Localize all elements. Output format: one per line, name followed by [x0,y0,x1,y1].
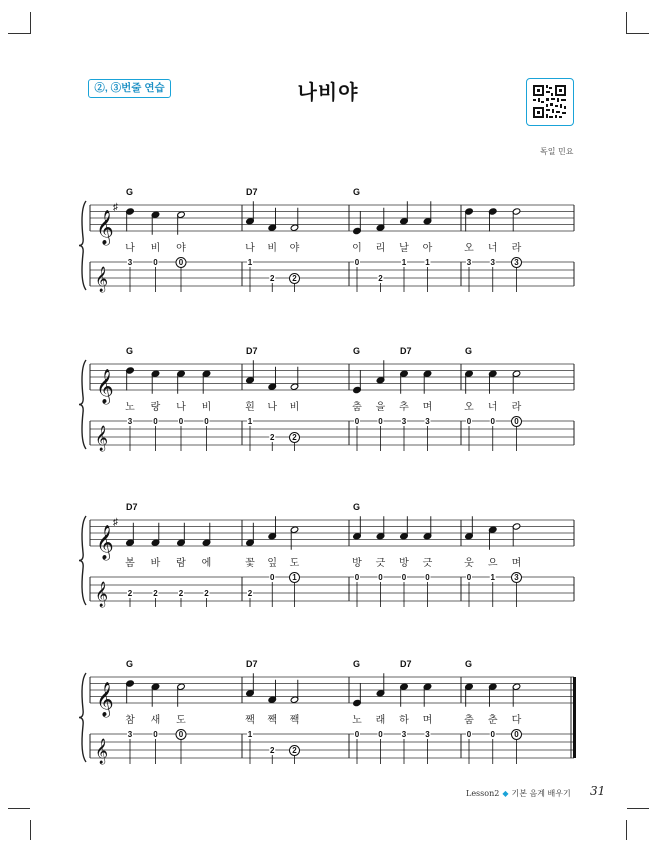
tab-fret-number: 0 [466,730,472,740]
page-number: 31 [590,784,606,798]
tab-fret-number: 0 [466,573,472,583]
tab-fret-number: 2 [378,274,383,284]
system-brace [79,201,86,290]
lyric-syllable: 바 [150,558,161,569]
lyric-syllable: 날 [399,243,409,254]
chord-symbol: D7 [400,659,412,669]
tab-fret-number: 0 [153,730,158,740]
staff-system [79,659,576,764]
tab-fret-number: 0 [354,730,360,740]
final-thick-barline [573,677,576,758]
lyric-syllable: 춤 [352,402,362,413]
lyric-syllable: 나 [125,243,135,254]
lyric-syllable: 을 [375,402,386,413]
tab-fret-number: 3 [401,730,407,740]
tab-fret-number: 3 [466,258,472,268]
lyric-syllable: 흰 [245,402,255,413]
lyric-syllable: 도 [176,715,186,726]
lyric-syllable: 오 [464,402,474,413]
crop-mark [627,808,649,809]
tab-fret-number: 2 [292,746,297,756]
lyric-syllable: 나 [245,243,255,254]
tab-fret-number: 1 [247,730,253,740]
lyric-syllable: 도 [289,558,300,569]
lyric-syllable: 꽃 [245,558,255,569]
tab-fret-number: 0 [378,417,383,427]
treble-clef: 𝄞 [96,370,114,403]
chord-symbol: G [126,187,134,197]
system-brace [79,516,86,605]
staff-system [79,346,574,451]
tab-fret-number: 0 [490,417,495,427]
tab-fret-number: 0 [401,573,407,583]
chord-symbol: D7 [246,346,258,356]
tab-fret-number: 0 [354,417,360,427]
lyric-syllable: 리 [375,243,386,254]
tab-fret-number: 3 [127,730,133,740]
tab-fret-number: 3 [514,258,519,268]
tab-fret-number: 0 [490,730,495,740]
tab-fret-number: 1 [247,258,253,268]
chord-symbol: G [126,346,134,356]
lyric-syllable: 이 [352,243,362,254]
lyric-syllable: 하 [399,715,409,726]
lyric-syllable: 나 [267,402,278,413]
lyric-syllable: 비 [289,402,300,413]
lyric-syllable: 긋 [422,558,433,569]
lyric-syllable: 춘 [487,715,498,726]
tab-treble-clef: 𝄞 [95,266,109,291]
tab-fret-number: 2 [153,589,158,599]
tab-fret-number: 2 [178,589,184,599]
tab-fret-number: 3 [127,417,133,427]
staff-system [79,502,574,607]
tab-treble-clef: 𝄞 [95,738,109,763]
treble-clef: 𝄞 [96,526,114,559]
lyric-syllable: 잎 [267,558,278,569]
tab-fret-number: 3 [490,258,495,268]
crop-mark [626,820,627,840]
tab-fret-number: 0 [153,258,158,268]
lyric-syllable: 추 [399,402,409,413]
tab-fret-number: 0 [178,417,184,427]
tab-fret-number: 2 [270,274,275,284]
tab-fret-number: 2 [204,589,209,599]
lyric-syllable: 야 [289,243,300,254]
chord-symbol: G [353,187,361,197]
tab-fret-number: 0 [466,417,472,427]
lyric-syllable: 며 [511,558,522,569]
lyric-syllable: 짹 [289,715,300,726]
treble-clef: 𝄞 [96,211,114,244]
footer-topic: 기본 음계 배우기 [511,789,571,798]
tab-treble-clef: 𝄞 [95,425,109,450]
chord-symbol: G [353,346,361,356]
tab-fret-number: 0 [354,258,360,268]
chord-symbol: D7 [246,187,258,197]
lyric-syllable: 며 [422,715,433,726]
lyric-syllable: 비 [150,243,161,254]
key-signature-sharp: ♯ [113,202,118,213]
lyric-syllable: 방 [352,558,362,569]
tab-fret-number: 0 [378,573,383,583]
lyric-syllable: 노 [125,402,135,413]
lyric-syllable: 나 [176,402,186,413]
tab-fret-number: 0 [178,730,184,740]
tab-fret-number: 0 [204,417,209,427]
lyric-syllable: 참 [125,715,135,726]
chord-symbol: G [465,346,473,356]
tab-fret-number: 2 [292,433,297,443]
tab-fret-number: 2 [127,589,133,599]
lyric-syllable: 래 [375,715,386,726]
chord-symbol: G [353,659,361,669]
crop-mark [30,820,31,840]
lyric-syllable: 다 [511,715,522,726]
lyric-syllable: 으 [487,558,498,569]
tab-fret-number: 1 [247,417,253,427]
lyric-syllable: 라 [511,243,522,254]
lesson-badge: ②, ③번줄 연습 [88,79,171,98]
lyric-syllable: 람 [176,558,186,569]
tab-fret-number: 0 [514,730,519,740]
lyric-syllable: 노 [352,715,362,726]
song-title: 나비야 [297,82,359,104]
lyric-syllable: 짹 [245,715,255,726]
lyric-syllable: 비 [267,243,278,254]
tab-fret-number: 2 [292,274,297,284]
tab-treble-clef: 𝄞 [95,581,109,606]
system-brace [79,360,86,449]
lyric-syllable: 너 [487,402,498,413]
system-brace [79,673,86,762]
key-signature-sharp: ♯ [113,517,118,528]
tab-fret-number: 2 [247,589,253,599]
tab-fret-number: 0 [178,258,184,268]
tab-fret-number: 1 [292,573,297,583]
chord-symbol: G [465,659,473,669]
lyric-syllable: 너 [487,243,498,254]
tab-fret-number: 3 [425,417,430,427]
lyric-syllable: 봄 [125,558,135,569]
tab-fret-number: 3 [514,573,519,583]
crop-mark [8,808,30,809]
lyric-syllable: 며 [422,402,433,413]
lyric-syllable: 웃 [464,558,474,569]
lyric-syllable: 짹 [267,715,278,726]
tab-fret-number: 2 [270,433,275,443]
song-origin: 독일 민요 [540,147,574,156]
tab-fret-number: 0 [425,573,430,583]
lyric-syllable: 긋 [375,558,386,569]
treble-clef: 𝄞 [96,683,114,716]
lyric-syllable: 에 [201,558,212,569]
tab-fret-number: 1 [490,573,495,583]
tab-fret-number: 3 [127,258,133,268]
lyric-syllable: 비 [201,402,212,413]
chord-symbol: G [126,659,134,669]
lyric-syllable: 새 [150,715,161,726]
chord-symbol: D7 [126,502,138,512]
tab-fret-number: 3 [425,730,430,740]
lyric-syllable: 춤 [464,715,474,726]
tab-fret-number: 0 [378,730,383,740]
tab-fret-number: 0 [514,417,519,427]
chord-symbol: D7 [246,659,258,669]
staff-system [79,187,574,292]
page-footer [466,788,571,799]
tab-fret-number: 0 [354,573,360,583]
chord-symbol: D7 [400,346,412,356]
lyric-syllable: 방 [399,558,409,569]
lyric-syllable: 라 [511,402,522,413]
lyric-syllable: 오 [464,243,474,254]
tab-fret-number: 0 [270,573,275,583]
tab-fret-number: 3 [401,417,407,427]
tab-fret-number: 1 [425,258,430,268]
lyric-syllable: 랑 [150,402,161,413]
lyric-syllable: 야 [176,243,186,254]
tab-fret-number: 0 [153,417,158,427]
tab-fret-number: 2 [270,746,275,756]
lyric-syllable: 아 [422,243,433,254]
chord-symbol: G [353,502,361,512]
tab-fret-number: 1 [401,258,407,268]
footer-lesson: Lesson2 [466,789,500,798]
diamond-icon: ◆ [502,789,509,798]
